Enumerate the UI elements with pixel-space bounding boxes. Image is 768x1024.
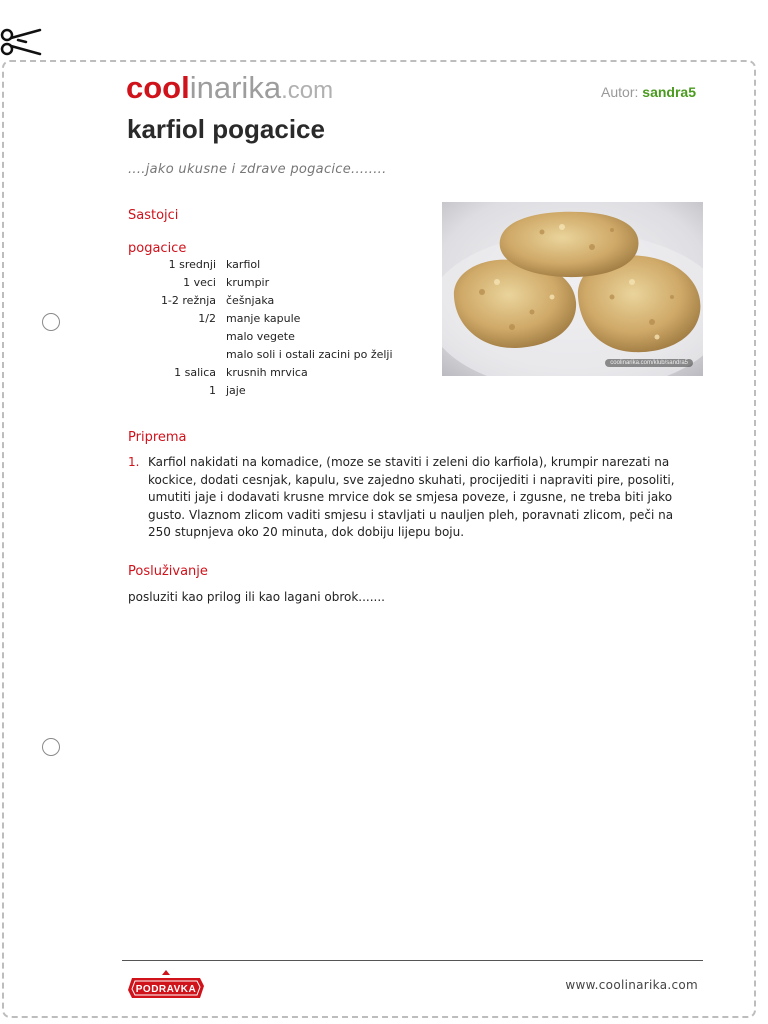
ingredient-quantity: 1-2 režnja xyxy=(160,294,216,307)
ingredient-name: jaje xyxy=(226,384,246,397)
ingredient-row xyxy=(128,294,428,312)
ingredient-quantity: 1/2 xyxy=(198,312,216,325)
podravka-wordmark: PODRAVKA xyxy=(135,984,197,995)
author-line xyxy=(601,84,696,100)
ingredient-row xyxy=(128,276,428,294)
preparation-steps xyxy=(128,454,694,542)
ingredient-row xyxy=(128,348,428,366)
ingredient-quantity: 1 salica xyxy=(174,366,216,379)
step-text: Karfiol nakidati na komadice, (moze se staviti i zeleni dio karfiola), krumpir narezati na kockice, dodati cesnjak, kapulu, sve zajedno skuhati, procijediti i napraviti pire, posoliti, umutiti jaje i dodavati krusne mrvice dok se smjesa poveze, i zgusne, ne treba biti jako gusto. Vlaznom zlicom vaditi smjesu i stavljati u nauljen pleh, poravnati zlicom, peči na 250 stupnjeva oko 20 minuta, dok dobiju lijepu boju. xyxy=(148,455,675,539)
ingredient-quantity xyxy=(128,330,226,348)
scissors-icon xyxy=(0,24,44,60)
preparation-heading: Priprema xyxy=(128,430,187,445)
ingredient-quantity: 1 xyxy=(209,384,216,397)
ingredient-name: krusnih mrvica xyxy=(226,366,308,379)
punch-hole-icon xyxy=(42,738,60,756)
ingredient-quantity: 1 srednji xyxy=(168,258,216,271)
photo-watermark: coolinarika.com/klub/sandra5 xyxy=(605,359,693,367)
author-name[interactable]: sandra5 xyxy=(642,84,696,100)
author-label: Autor: xyxy=(601,84,639,100)
recipe-photo[interactable] xyxy=(442,202,703,376)
footer-website[interactable]: www.coolinarika.com xyxy=(565,978,698,992)
ingredients-table xyxy=(128,258,428,402)
footer-divider xyxy=(122,960,703,961)
ingredient-quantity xyxy=(128,348,226,366)
serving-heading: Posluživanje xyxy=(128,564,208,579)
ingredient-row xyxy=(128,330,428,348)
ingredient-name: krumpir xyxy=(226,276,270,289)
recipe-subtitle: ....jako ukusne i zdrave pogacice........ xyxy=(128,162,387,177)
recipe-title: karfiol pogacice xyxy=(127,114,325,144)
serving-text: posluziti kao prilog ili kao lagani obrok....... xyxy=(128,590,385,604)
ingredient-name: manje kapule xyxy=(226,312,301,325)
preparation-step xyxy=(128,454,694,542)
ingredient-row xyxy=(128,258,428,276)
punch-hole-icon xyxy=(42,313,60,331)
ingredient-group-title: pogacice xyxy=(128,241,187,256)
ingredient-row xyxy=(128,312,428,330)
ingredients-heading: Sastojci xyxy=(128,208,179,223)
step-number: 1. xyxy=(128,455,140,469)
ingredient-name: malo vegete xyxy=(226,330,295,343)
ingredient-name: karfiol xyxy=(226,258,261,271)
podravka-logo[interactable] xyxy=(126,968,206,1004)
ingredient-row xyxy=(128,366,428,384)
ingredient-name: češnjaka xyxy=(226,294,275,307)
coolinarika-logo[interactable]: coolinarika.com xyxy=(126,70,334,105)
ingredient-quantity: 1 veci xyxy=(183,276,216,289)
ingredient-row xyxy=(128,384,428,402)
ingredient-name: malo soli i ostali zacini po želji xyxy=(226,348,393,361)
